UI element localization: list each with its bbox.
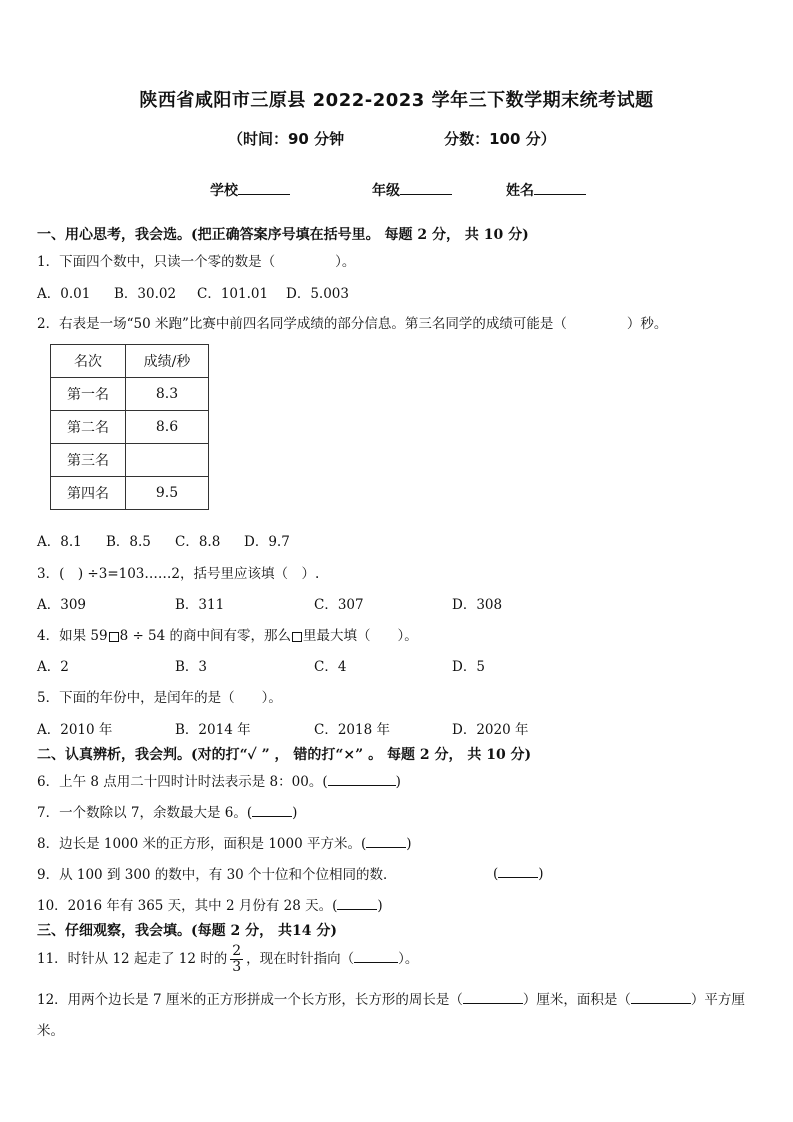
q5-option-c: C．2018 年 [314,722,390,738]
school-field [210,180,290,200]
q2-option-b: B．8.5 [106,534,151,550]
q7-answer-blank[interactable] [252,802,292,817]
q3-option-b: B．311 [175,597,225,613]
q11-answer-blank[interactable] [354,948,398,963]
school-label: 学校 [210,183,238,199]
table-header-cell: 名次 [51,345,126,378]
table-cell: 第一名 [51,378,126,411]
table-cell: 第二名 [51,411,126,444]
race-results-table [50,344,209,510]
q2-option-d: D．9.7 [244,534,290,550]
grade-blank[interactable] [400,180,452,195]
table-row [51,477,209,510]
fraction-denominator: 3 [232,959,242,975]
q10-close: ) [377,898,383,914]
q12-stem-end: ）平方厘 [690,992,745,1008]
table-cell: 8.3 [126,378,209,411]
question-4 [37,624,418,644]
q11-stem: 11．时针从 12 起走了 12 时的 [37,951,228,967]
school-blank[interactable] [238,180,290,195]
q2-stem: 2．右表是一场“50 米跑”比赛中前四名同学成绩的部分信息。第三名同学的成绩可能是（ [37,316,567,332]
q12-perimeter-blank[interactable] [463,989,523,1004]
exam-time: （时间：90 分钟 [228,130,345,148]
q3-option-c: C．307 [314,597,364,613]
square-placeholder-icon [292,632,302,642]
question-3: 3．( ) ÷3=103……2，括号里应该填（ ）. [37,566,320,582]
question-12 [37,988,745,1008]
fraction-numerator: 2 [232,943,242,959]
question-11 [37,944,418,975]
table-cell: 第四名 [51,477,126,510]
table-row [51,411,209,444]
q1-stem: 1．下面四个数中，只读一个零的数是（ [37,254,276,270]
q7-close: ) [292,805,298,821]
question-5: 5．下面的年份中，是闰年的是（ ）。 [37,690,282,706]
table-row [51,378,209,411]
question-6 [37,770,401,790]
question-2 [37,312,667,332]
q8-close: ) [406,836,412,852]
square-placeholder-icon [109,632,119,642]
table-row [51,444,209,477]
q5-option-b: B．2014 年 [175,722,251,738]
q10-stem: 10．2016 年有 365 天，其中 2 月份有 28 天。( [37,898,338,914]
q4-option-c: C．4 [314,659,347,675]
q5-option-a: A．2010 年 [37,722,113,738]
exam-meta [228,128,556,149]
table-header-row [51,345,209,378]
q6-close: ) [395,774,401,790]
q9-answer-blank[interactable] [498,863,538,878]
q3-option-a: A．309 [37,597,87,613]
section-1-heading: 一、用心思考，我会选。(把正确答案序号填在括号里。 每题 2 分， 共 10 分) [37,227,529,243]
q1-stem-end: ）。 [335,254,356,270]
q4-option-b: B．3 [175,659,208,675]
question-10 [37,894,383,914]
q12-area-blank[interactable] [631,989,691,1004]
exam-score: 分数：100 分） [444,130,556,148]
q6-answer-blank[interactable] [328,771,396,786]
table-cell [126,444,209,477]
q10-answer-blank[interactable] [337,895,377,910]
table-header-cell: 成绩/秒 [126,345,209,378]
q9-open: ( [493,866,499,882]
q7-stem: 7．一个数除以 7，余数最大是 6。( [37,805,253,821]
q4-stem-end: 里最大填（ ）。 [303,628,418,644]
q1-option-b: B．30.02 [114,286,177,302]
question-12-cont: 米。 [37,1023,64,1039]
name-field [506,180,586,200]
q12-stem: 12．用两个边长是 7 厘米的正方形拼成一个长方形，长方形的周长是（ [37,992,463,1008]
q11-stem-mid: ，现在时针指向（ [246,951,355,967]
q2-option-a: A．8.1 [37,534,82,550]
q4-option-a: A．2 [37,659,69,675]
question-1 [37,250,355,270]
q3-option-d: D．308 [452,597,503,613]
grade-field [372,180,452,200]
q9-stem: 9．从 100 到 300 的数中，有 30 个十位和个位相同的数． [37,867,397,883]
table-cell: 第三名 [51,444,126,477]
question-9 [37,863,397,883]
question-8 [37,832,412,852]
fraction [230,944,243,975]
q4-option-d: D．5 [452,659,485,675]
q1-option-d: D．5.003 [286,286,349,302]
q1-option-a: A．0.01 [37,286,91,302]
question-7 [37,801,297,821]
q9-answer [493,863,544,882]
q2-stem-end: ）秒。 [626,316,668,332]
q8-answer-blank[interactable] [366,833,406,848]
q2-option-c: C．8.8 [175,534,221,550]
q12-stem-mid: ）厘米，面积是（ [522,992,631,1008]
q9-close: ) [538,866,544,882]
q4-stem-mid: 8 ÷ 54 的商中间有零，那么 [119,628,292,644]
table-cell: 9.5 [126,477,209,510]
q5-option-d: D．2020 年 [452,722,529,738]
page-title: 陕西省咸阳市三原县 2022-2023 学年三下数学期末统考试题 [139,90,654,111]
grade-label: 年级 [372,183,400,199]
q6-stem: 6．上午 8 点用二十四时计时法表示是 8：00。( [37,774,328,790]
q11-stem-end: ）。 [398,951,419,967]
q4-stem: 4．如果 59 [37,628,108,644]
section-2-heading: 二、认真辨析，我会判。(对的打“✓ ” ， 错的打“×” 。 每题 2 分， 共 10 分) [37,747,532,763]
q8-stem: 8．边长是 1000 米的正方形，面积是 1000 平方米。( [37,836,367,852]
name-blank[interactable] [534,180,586,195]
section-3-heading: 三、仔细观察，我会填。(每题 2 分， 共14 分) [37,923,337,939]
name-label: 姓名 [506,183,534,199]
table-cell: 8.6 [126,411,209,444]
q1-option-c: C．101.01 [197,286,269,302]
